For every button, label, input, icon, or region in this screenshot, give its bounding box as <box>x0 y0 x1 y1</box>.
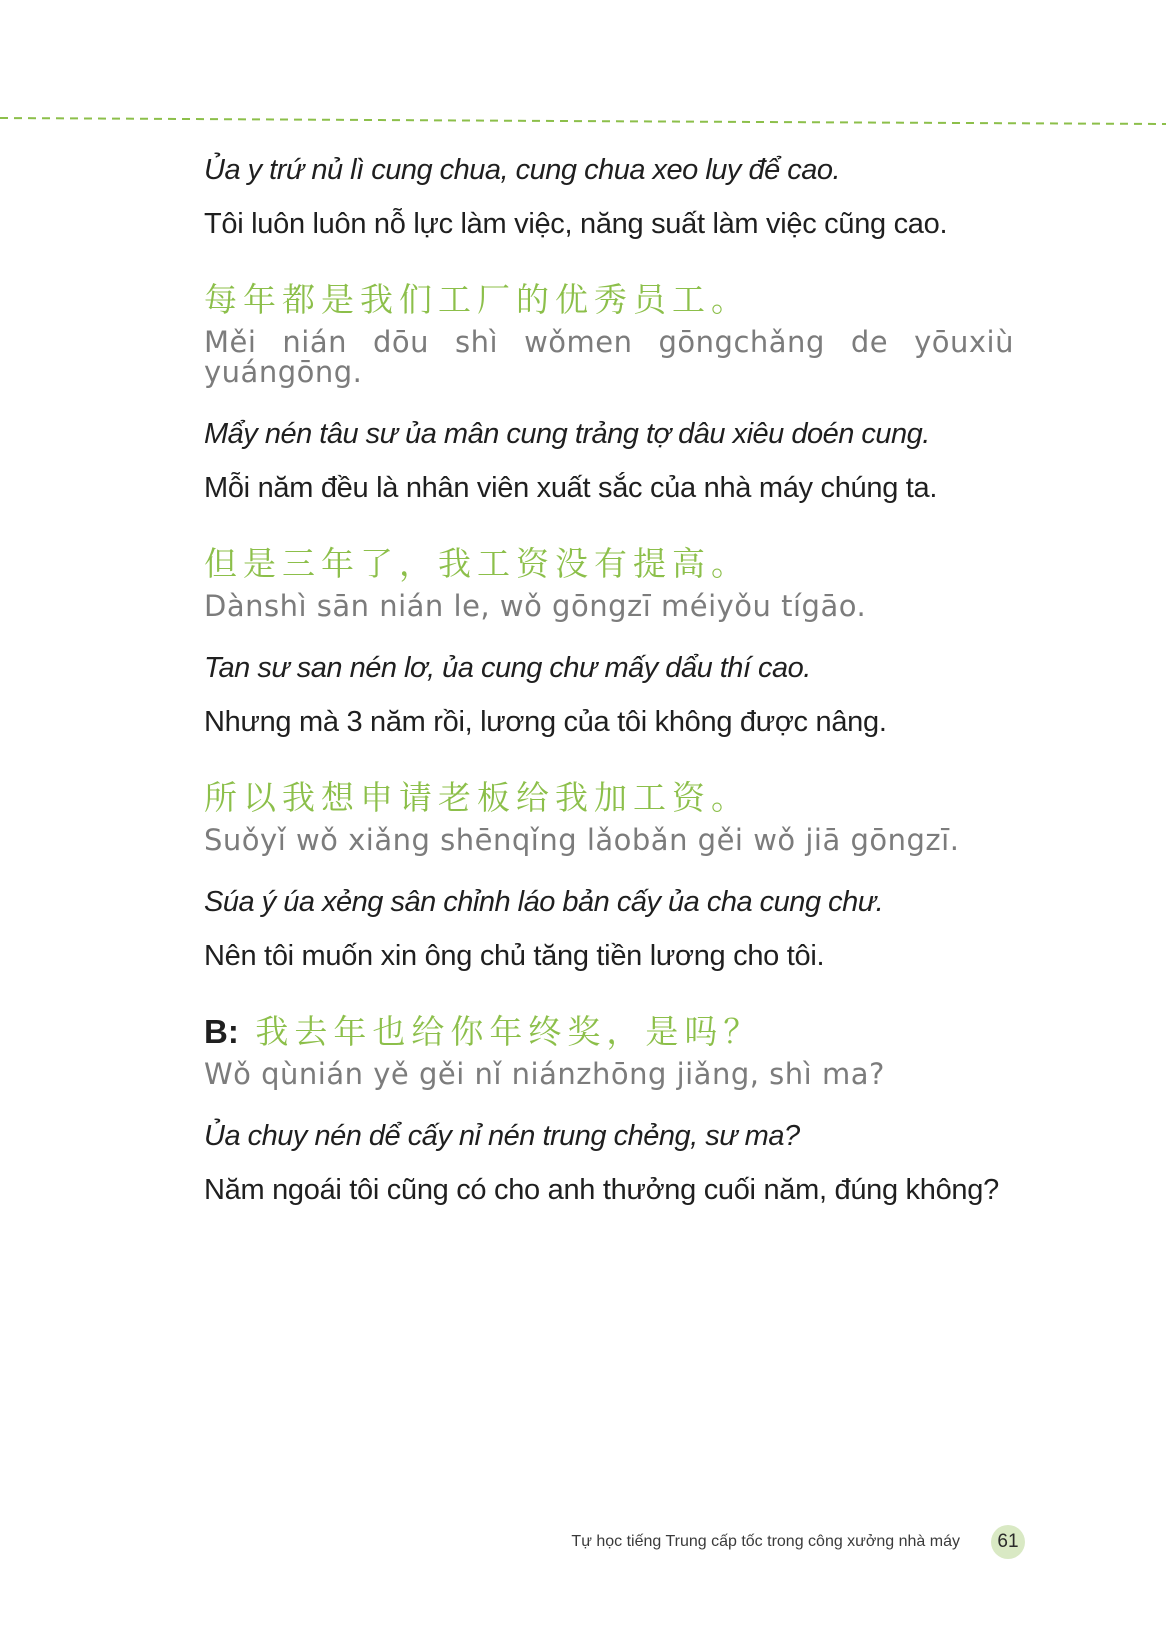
pinyin-line: Měi nián dōu shì wǒmen gōngchǎng de yōuxiù yuángōng. <box>204 325 1014 389</box>
chinese-sentence <box>204 1005 1014 1059</box>
pronunciation-line: Súa ý úa xẻng sân chỉnh láo bản cấy ủa cha cung chư. <box>204 886 884 918</box>
pronunciation-line: Tan sư san nén lơ, ủa cung chư mấy dẩu thí cao. <box>204 652 811 684</box>
chinese-sentence: 所以我想申请老板给我加工资。 <box>204 778 750 817</box>
pronunciation-line: Ủa y trứ nủ lì cung chua, cung chua xeo luy để cao. <box>204 154 841 186</box>
vietnamese-translation: Mỗi năm đều là nhân viên xuất sắc của nhà máy chúng ta. <box>204 472 938 504</box>
pinyin-line: Wǒ qùnián yě gěi nǐ niánzhōng jiǎng, shì ma? <box>204 1057 885 1091</box>
chinese-sentence-text: 我去年也给你年终奖，是吗？ <box>255 1012 763 1051</box>
chinese-sentence: 每年都是我们工厂的优秀员工。 <box>204 280 750 319</box>
dialogue-content <box>204 145 1014 1245</box>
vietnamese-translation: Tôi luôn luôn nỗ lực làm việc, năng suất làm việc cũng cao. <box>204 208 948 240</box>
pinyin-line: Dànshì sān nián le, wǒ gōngzī méiyǒu tígāo. <box>204 589 867 623</box>
speaker-label: B: <box>204 1013 239 1050</box>
pinyin-line: Suǒyǐ wǒ xiǎng shēnqǐng lǎobǎn gěi wǒ jiā gōngzī. <box>204 823 960 857</box>
vietnamese-translation: Nên tôi muốn xin ông chủ tăng tiền lương cho tôi. <box>204 940 825 972</box>
page-footer <box>0 1525 1166 1565</box>
page-number-badge: 61 <box>991 1525 1025 1559</box>
dashed-divider <box>0 115 1166 127</box>
vietnamese-translation: Nhưng mà 3 năm rồi, lương của tôi không được nâng. <box>204 706 887 738</box>
vietnamese-translation: Năm ngoái tôi cũng có cho anh thưởng cuối năm, đúng không? <box>204 1174 999 1206</box>
pronunciation-line: Mẩy nén tâu sư ủa mân cung trảng tợ dâu xiêu doén cung. <box>204 418 930 450</box>
book-title: Tự học tiếng Trung cấp tốc trong công xưởng nhà máy <box>571 1533 960 1550</box>
pronunciation-line: Ủa chuy nén dể cấy nỉ nén trung chẻng, sư ma? <box>204 1120 800 1152</box>
chinese-sentence: 但是三年了，我工资没有提高。 <box>204 544 750 583</box>
